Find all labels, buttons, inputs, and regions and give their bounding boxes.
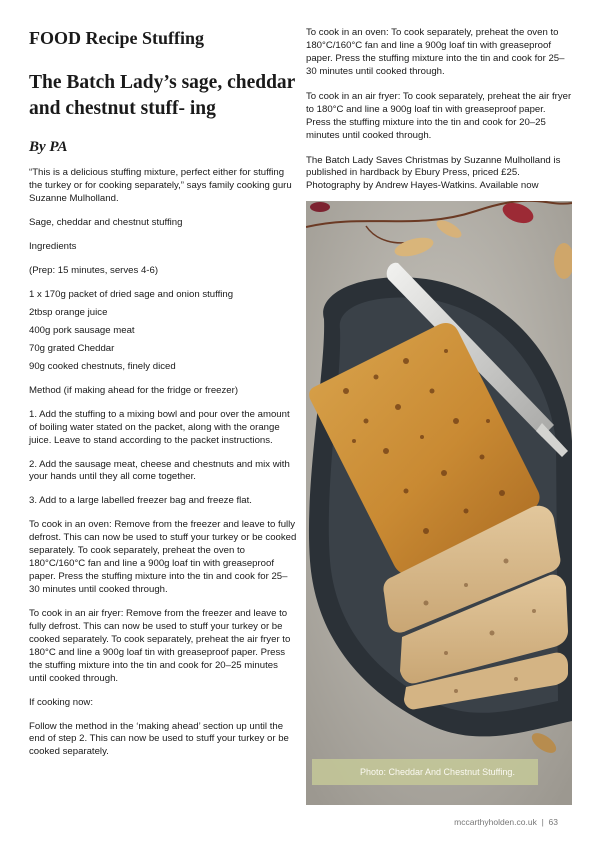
ingredient-item: 90g cooked chestnuts, finely diced bbox=[29, 360, 176, 372]
byline: By PA bbox=[29, 139, 68, 156]
footer-separator: | bbox=[539, 817, 547, 827]
intro-paragraph: “This is a delicious stuffing mixture, perfect either for stuffing the turkey or for cooking separately,” says family cooking guru Suzanne Mulholland. bbox=[29, 167, 292, 205]
headline: The Batch Lady’s sage, cheddar and chestnut stuff- ing bbox=[29, 71, 295, 119]
stuffing-photo bbox=[306, 201, 572, 805]
article-left-column bbox=[29, 28, 297, 770]
method-step: 2. Add the sausage meat, cheese and chestnuts and mix with your hands until they all come together. bbox=[29, 458, 290, 483]
article-right-column bbox=[306, 27, 572, 205]
method-step: 3. Add to a large labelled freezer bag and freeze flat. bbox=[29, 495, 252, 507]
ingredient-item: 70g grated Cheddar bbox=[29, 342, 115, 354]
method-heading: Method (if making ahead for the fridge or freezer) bbox=[29, 384, 239, 396]
prep-info: (Prep: 15 minutes, serves 4-6) bbox=[29, 265, 159, 277]
air-fryer-instructions-now: To cook in an air fryer: To cook separately, preheat the air fryer to 180°C and line a 900g loaf tin with greaseproof paper. Press the stuffing mixture into the tin and cook for 20–25 minutes until cooked through. bbox=[306, 90, 572, 141]
page-number: 63 bbox=[548, 817, 558, 827]
book-credit: The Batch Lady Saves Christmas by Suzanne Mulholland is published in hardback by Ebury Press, priced £25. Photography by Andrew Hayes-Watkins. Available now bbox=[306, 154, 561, 192]
cooking-now-instructions: Follow the method in the ‘making ahead’ section up until the end of step 2. This can now be used to stuff your turkey or be cooked separately. bbox=[29, 720, 289, 758]
site-name: mccarthyholden.co.uk bbox=[454, 817, 537, 827]
oven-instructions: To cook in an oven: Remove from the freezer and leave to fully defrost. This can now be used to stuff your turkey or be cooked separately. To cook separately, preheat the oven to 180°C/160°C fan and line a 900g loaf tin with greaseproof paper. Press the stuffing mixture into the tin and cook for 25–30 minutes until cooked through. bbox=[29, 519, 297, 595]
air-fryer-instructions: To cook in an air fryer: Remove from the freezer and leave to fully defrost. This can now be used to stuff your turkey or be cooked separately. To cook separately, preheat the air fryer to 180°C and line a 900g loaf tin with greaseproof paper. Press the stuffing mixture into the tin and cook for 20–25 minutes until cooked through. bbox=[29, 607, 291, 684]
section-label: FOOD Recipe Stuffing bbox=[29, 28, 204, 48]
oven-instructions-now: To cook in an oven: To cook separately, preheat the oven to 180°C/160°C fan and line a 900g loaf tin with greaseproof paper. Press the stuffing mixture into the tin and cook for 25–30 minutes until cooked through. bbox=[306, 27, 565, 77]
ingredient-item: 2tbsp orange juice bbox=[29, 307, 108, 318]
photo-caption: Photo: Cheddar And Chestnut Stuffing. bbox=[312, 759, 538, 785]
page-footer bbox=[454, 817, 558, 827]
ingredients-heading: Ingredients bbox=[29, 241, 77, 253]
stuffing-illustration bbox=[306, 201, 572, 805]
ingredient-item: 400g pork sausage meat bbox=[29, 324, 135, 336]
method-step: 1. Add the stuffing to a mixing bowl and pour over the amount of boiling water stated on the packet, along with the orange juice. Leave to stand according to the packet instructions. bbox=[29, 408, 290, 446]
ingredient-item: 1 x 170g packet of dried sage and onion stuffing bbox=[29, 289, 234, 301]
recipe-title: Sage, cheddar and chestnut stuffing bbox=[29, 217, 183, 229]
cooking-now-heading: If cooking now: bbox=[29, 696, 93, 708]
